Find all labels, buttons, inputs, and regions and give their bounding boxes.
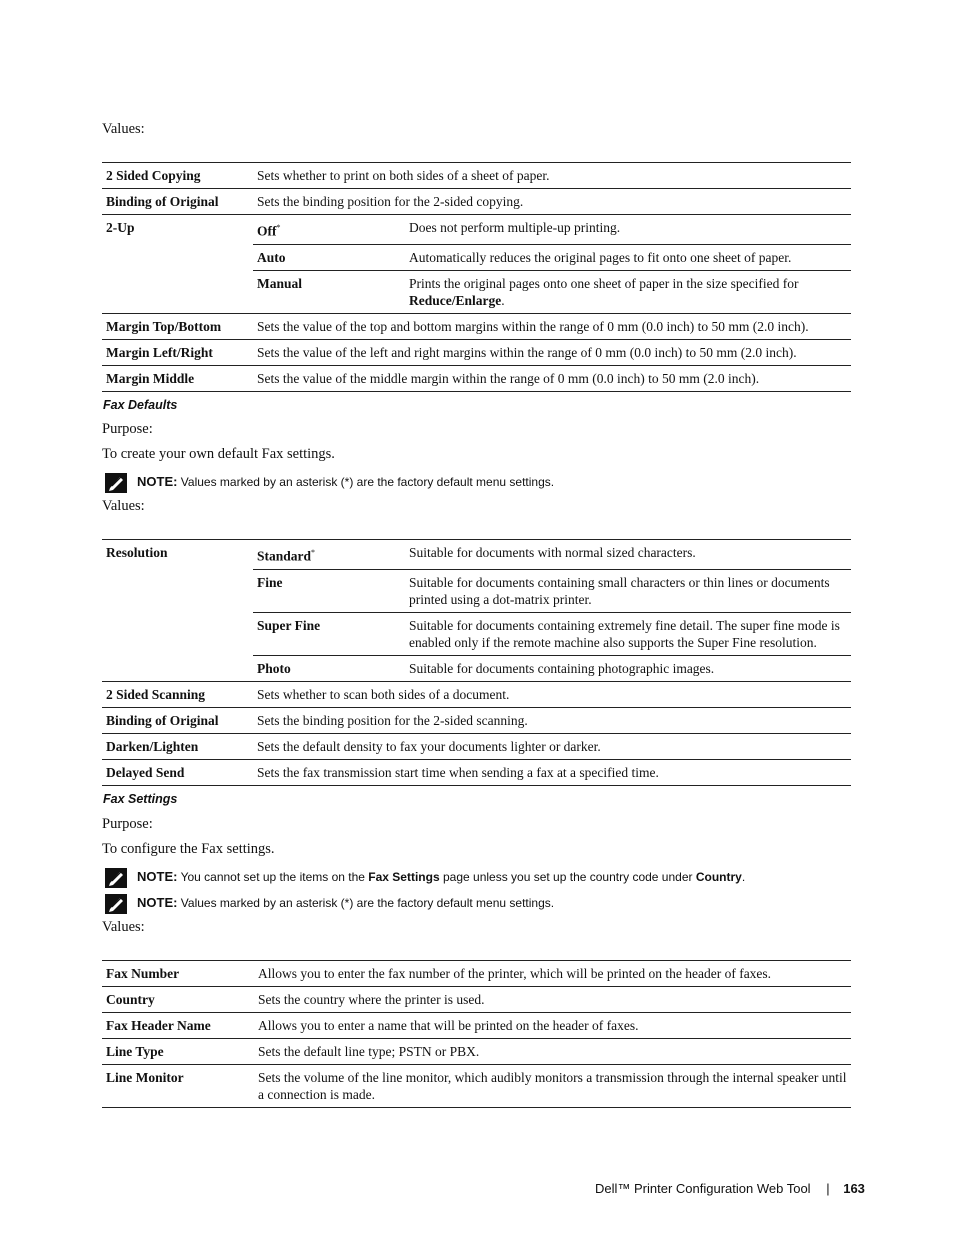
row-value: Sets the value of the top and bottom margins within the range of 0 mm (0.0 inch) to 50 mm (2.0 inch). bbox=[253, 313, 851, 339]
row-key: Line Type bbox=[102, 1039, 254, 1065]
option-name: Standard* bbox=[253, 540, 405, 570]
values-label: Values: bbox=[102, 121, 145, 137]
row-key: Darken/Lighten bbox=[102, 733, 253, 759]
table-row bbox=[102, 707, 851, 733]
option-desc: Suitable for documents containing small characters or thin lines or documents printed using a dot-matrix printer. bbox=[405, 569, 851, 612]
row-key: Margin Top/Bottom bbox=[102, 313, 253, 339]
option-desc: Automatically reduces the original pages to fit onto one sheet of paper. bbox=[405, 244, 851, 270]
purpose-label: Purpose: bbox=[102, 421, 153, 437]
row-value: Sets the default density to fax your documents lighter or darker. bbox=[253, 733, 851, 759]
values-label: Values: bbox=[102, 498, 145, 514]
row-value: Sets the default line type; PSTN or PBX. bbox=[254, 1039, 851, 1065]
row-value: Allows you to enter a name that will be printed on the header of faxes. bbox=[254, 1013, 851, 1039]
row-key: Line Monitor bbox=[102, 1065, 254, 1108]
option-name: Auto bbox=[253, 244, 405, 270]
table-row bbox=[102, 189, 851, 215]
row-value: Sets the value of the left and right margins within the range of 0 mm (0.0 inch) to 50 mm (2.0 inch). bbox=[253, 339, 851, 365]
row-key: Fax Header Name bbox=[102, 1013, 254, 1039]
note-pencil-icon bbox=[105, 894, 127, 914]
table-row bbox=[102, 1013, 851, 1039]
table-row bbox=[102, 681, 851, 707]
footer-separator: | bbox=[826, 1181, 830, 1196]
footer-title: Dell™ Printer Configuration Web Tool bbox=[595, 1181, 811, 1196]
purpose-text: To create your own default Fax settings. bbox=[102, 446, 335, 462]
note: NOTE: Values marked by an asterisk (*) are the factory default menu settings. bbox=[137, 474, 555, 489]
option-name: Manual bbox=[253, 270, 405, 313]
table-row bbox=[102, 365, 851, 391]
fax-settings-table bbox=[102, 960, 851, 1108]
footer bbox=[595, 1181, 865, 1196]
table-row bbox=[102, 759, 851, 785]
purpose-label: Purpose: bbox=[102, 816, 153, 832]
table-row bbox=[102, 733, 851, 759]
row-value: Sets whether to print on both sides of a sheet of paper. bbox=[253, 163, 851, 189]
option-name: Super Fine bbox=[253, 612, 405, 655]
row-value: Sets the value of the middle margin within the range of 0 mm (0.0 inch) to 50 mm (2.0 inch). bbox=[253, 365, 851, 391]
table-row bbox=[102, 961, 851, 987]
option-desc: Suitable for documents containing extremely fine detail. The super fine mode is enabled only if the remote machine also supports the Super Fine resolution. bbox=[405, 612, 851, 655]
row-value: Allows you to enter the fax number of the printer, which will be printed on the header of faxes. bbox=[254, 961, 851, 987]
section-heading-fax-defaults: Fax Defaults bbox=[103, 398, 178, 412]
row-value: Sets the volume of the line monitor, which audibly monitors a transmission through the internal speaker until a connection is made. bbox=[254, 1065, 851, 1108]
section-heading-fax-settings: Fax Settings bbox=[103, 792, 178, 806]
option-name: Fine bbox=[253, 569, 405, 612]
table-row bbox=[102, 540, 851, 570]
purpose-text: To configure the Fax settings. bbox=[102, 841, 275, 857]
table-row bbox=[102, 313, 851, 339]
row-value: Sets the fax transmission start time when sending a fax at a specified time. bbox=[253, 759, 851, 785]
row-key: 2 Sided Copying bbox=[102, 163, 253, 189]
table-row bbox=[102, 1039, 851, 1065]
row-key: Fax Number bbox=[102, 961, 254, 987]
row-key: Margin Left/Right bbox=[102, 339, 253, 365]
note-pencil-icon bbox=[105, 473, 127, 493]
option-desc: Prints the original pages onto one sheet of paper in the size specified for Reduce/Enlarge. bbox=[405, 270, 851, 313]
table-row bbox=[102, 1065, 851, 1108]
option-desc: Does not perform multiple-up printing. bbox=[405, 215, 851, 245]
row-key: Binding of Original bbox=[102, 189, 253, 215]
option-desc: Suitable for documents with normal sized characters. bbox=[405, 540, 851, 570]
table-row bbox=[102, 987, 851, 1013]
table-row bbox=[102, 339, 851, 365]
row-value: Sets whether to scan both sides of a document. bbox=[253, 681, 851, 707]
row-value: Sets the binding position for the 2-sided scanning. bbox=[253, 707, 851, 733]
option-desc: Suitable for documents containing photographic images. bbox=[405, 655, 851, 681]
note: NOTE: Values marked by an asterisk (*) are the factory default menu settings. bbox=[137, 895, 555, 910]
values-label: Values: bbox=[102, 919, 145, 935]
option-name: Photo bbox=[253, 655, 405, 681]
row-key: 2 Sided Scanning bbox=[102, 681, 253, 707]
row-value: Sets the country where the printer is used. bbox=[254, 987, 851, 1013]
row-key: Country bbox=[102, 987, 254, 1013]
row-key: Resolution bbox=[102, 540, 253, 682]
table-row bbox=[102, 163, 851, 189]
fax-defaults-table bbox=[102, 539, 851, 786]
option-name: Off* bbox=[253, 215, 405, 245]
row-key: Delayed Send bbox=[102, 759, 253, 785]
row-key: 2-Up bbox=[102, 215, 253, 314]
note: NOTE: You cannot set up the items on the Fax Settings page unless you set up the country code under Country. bbox=[137, 869, 746, 884]
row-key: Margin Middle bbox=[102, 365, 253, 391]
copy-settings-table bbox=[102, 162, 851, 392]
row-value: Sets the binding position for the 2-sided copying. bbox=[253, 189, 851, 215]
table-row bbox=[102, 215, 851, 245]
note-pencil-icon bbox=[105, 868, 127, 888]
page-number: 163 bbox=[843, 1181, 865, 1196]
row-key: Binding of Original bbox=[102, 707, 253, 733]
